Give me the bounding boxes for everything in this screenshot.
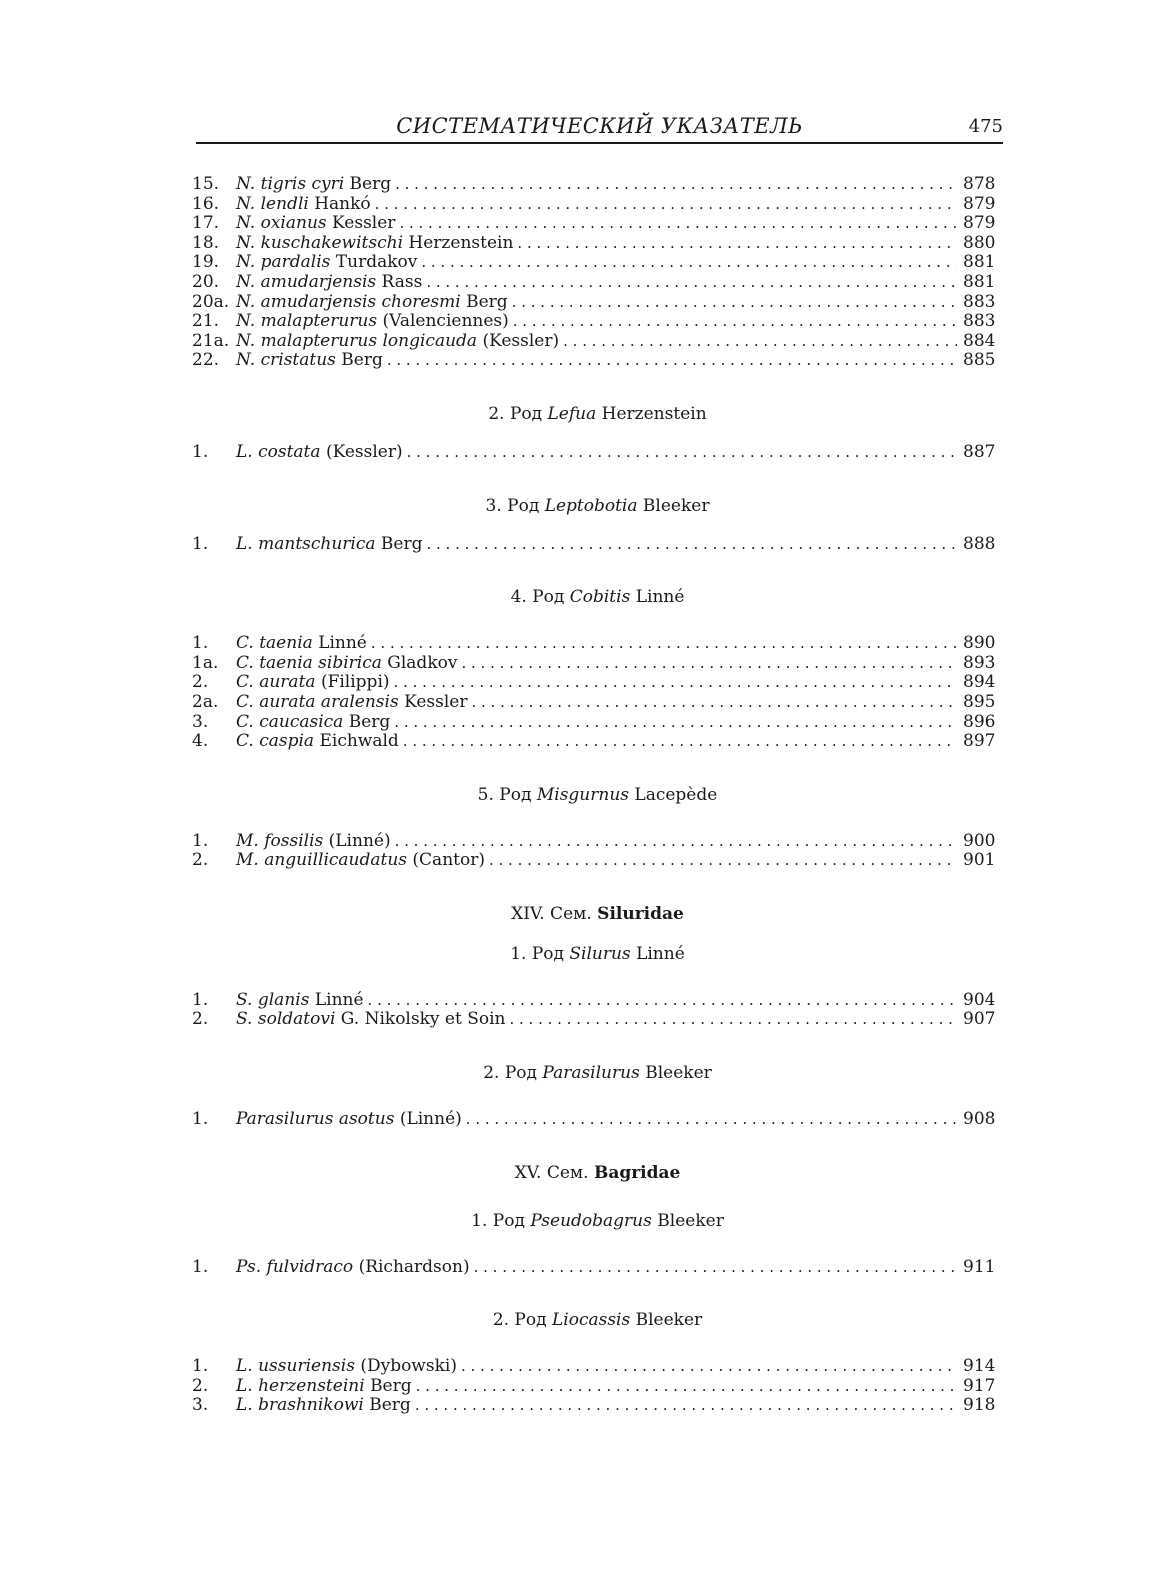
species-epithet: caucasica — [259, 711, 344, 732]
genus-prefix: 2. Род — [488, 403, 543, 424]
species-author: Berg — [349, 174, 392, 194]
index-entry — [192, 253, 1003, 273]
species-author: Berg — [369, 1395, 411, 1416]
index-entry — [192, 293, 1003, 313]
page-reference: 884 — [963, 330, 996, 351]
genus-abbreviation: Ps. — [236, 1256, 262, 1277]
page-reference: 893 — [963, 652, 996, 673]
dot-leader — [509, 1010, 957, 1030]
entry-number: 1a. — [192, 652, 219, 673]
entry-number: 1. — [192, 1109, 209, 1130]
species-name — [236, 1110, 462, 1130]
index-entry — [192, 713, 1003, 733]
dot-leader — [517, 234, 957, 254]
species-author: Berg — [341, 350, 383, 371]
entry-number: 2. — [192, 672, 209, 693]
index-entry — [192, 654, 1003, 674]
dot-leader — [394, 673, 957, 693]
entry-number: 3. — [192, 711, 209, 732]
genus-abbreviation: C. — [236, 652, 254, 673]
page-reference: 881 — [963, 252, 996, 273]
genus-heading-parasilurus — [192, 1062, 1003, 1084]
index-entry — [192, 1377, 1003, 1397]
species-author: Berg — [370, 1375, 412, 1396]
page-reference: 904 — [963, 989, 996, 1010]
index-entry — [192, 443, 1003, 463]
species-name — [236, 832, 391, 852]
page-reference: 883 — [963, 291, 996, 312]
genus-heading-pseudobagrus — [192, 1210, 1003, 1232]
species-name — [236, 253, 417, 273]
dot-leader — [416, 1377, 957, 1397]
dot-leader — [513, 312, 957, 332]
genus-heading-liocassis — [192, 1309, 1003, 1331]
species-epithet: aurata aralensis — [259, 691, 399, 712]
genus-abbreviation: N. — [236, 252, 256, 273]
dot-leader — [426, 535, 957, 555]
genus-author: Herzenstein — [601, 403, 707, 424]
genus-abbreviation: S. — [236, 1009, 253, 1030]
species-name — [236, 351, 383, 371]
index-entry — [192, 332, 1003, 352]
species-name — [236, 851, 485, 871]
genus-abbreviation: N. — [236, 350, 256, 371]
genus-author: Linné — [636, 943, 685, 964]
dot-leader — [387, 351, 957, 371]
index-entry — [192, 1357, 1003, 1377]
genus-author: Linné — [635, 587, 685, 608]
entry-number: 20a. — [192, 291, 230, 312]
running-header — [196, 112, 1003, 144]
genus-abbreviation: C. — [236, 731, 254, 752]
family-prefix: XV. Сем. — [514, 1162, 589, 1183]
genus-abbreviation: C. — [236, 711, 254, 732]
page-reference: 879 — [963, 213, 996, 234]
species-author: Kessler — [404, 691, 468, 712]
species-author: (Linné) — [328, 830, 391, 851]
index-entry — [192, 1396, 1003, 1416]
dot-leader — [395, 175, 957, 195]
entry-number: 1. — [192, 533, 209, 554]
entry-number: 1. — [192, 830, 209, 851]
genus-abbreviation: L. — [236, 1395, 253, 1416]
page-reference: 878 — [963, 174, 996, 194]
genus-abbreviation: C. — [236, 672, 254, 693]
page-reference: 896 — [963, 711, 996, 732]
genus-prefix: 3. Род — [485, 495, 540, 516]
genus-abbreviation: M. — [236, 830, 259, 851]
species-name — [236, 234, 513, 254]
genus-abbreviation: N. — [236, 174, 256, 194]
entry-number: 20. — [192, 271, 220, 292]
entry-number: 21. — [192, 311, 220, 332]
species-name — [236, 214, 395, 234]
page-reference: 908 — [963, 1109, 996, 1130]
dot-leader — [399, 214, 957, 234]
dot-leader — [471, 693, 957, 713]
genus-abbreviation: N. — [236, 213, 256, 234]
entry-number: 1. — [192, 633, 209, 654]
family-heading-bagridae — [192, 1162, 1003, 1184]
genus-heading-leptobotia — [192, 495, 1003, 517]
index-entry — [192, 832, 1003, 852]
species-epithet: lendli — [260, 193, 309, 214]
entry-list — [192, 535, 1003, 555]
genus-author: Bleeker — [642, 495, 710, 516]
genus-prefix: 5. Род — [477, 784, 532, 805]
genus-abbreviation: S. — [236, 989, 253, 1010]
entry-number: 2. — [192, 1009, 209, 1030]
page-reference: 900 — [963, 830, 996, 851]
dot-leader — [461, 654, 957, 674]
entry-list — [192, 175, 1003, 371]
species-name — [236, 732, 399, 752]
species-author: Hankó — [314, 193, 371, 214]
genus-heading-cobitis — [192, 586, 1003, 608]
species-epithet: pardalis — [260, 252, 331, 273]
page-reference: 914 — [963, 1356, 996, 1377]
entry-number: 1. — [192, 989, 209, 1010]
family-name: Siluridae — [597, 903, 684, 924]
page-reference: 907 — [963, 1009, 996, 1030]
family-name: Bagridae — [593, 1162, 681, 1183]
species-name — [236, 991, 364, 1011]
species-name — [236, 273, 422, 293]
dot-leader — [474, 1258, 957, 1278]
index-entry — [192, 634, 1003, 654]
page-reference: 895 — [963, 691, 996, 712]
species-name — [236, 693, 467, 713]
dot-leader — [407, 443, 957, 463]
species-name — [236, 673, 390, 693]
entry-number: 2. — [192, 1375, 209, 1396]
genus-heading-silurus — [192, 943, 1003, 965]
species-author: Linné — [318, 633, 367, 654]
genus-abbreviation: N. — [236, 193, 256, 214]
entry-number: 2a. — [192, 691, 219, 712]
species-epithet: caspia — [259, 731, 315, 752]
species-epithet: costata — [258, 441, 321, 462]
entry-number: 3. — [192, 1395, 209, 1416]
index-entry — [192, 351, 1003, 371]
dot-leader — [368, 991, 957, 1011]
genus-abbreviation: C. — [236, 691, 254, 712]
genus-name: Lefua — [547, 403, 597, 424]
genus-heading-lefua — [192, 403, 1003, 425]
page-number: 475 — [968, 116, 1003, 137]
genus-abbreviation: M. — [236, 850, 259, 871]
dot-leader — [415, 1396, 957, 1416]
species-epithet: fossilis — [264, 830, 324, 851]
species-epithet: oxianus — [260, 213, 327, 234]
entry-number: 1. — [192, 1356, 209, 1377]
genus-author: Bleeker — [657, 1210, 724, 1231]
dot-leader — [421, 253, 957, 273]
index-entry — [192, 851, 1003, 871]
species-author: (Dybowski) — [360, 1356, 457, 1377]
species-epithet: kuschakewitschi — [260, 232, 404, 253]
species-epithet: taenia — [259, 633, 313, 654]
index-entry — [192, 214, 1003, 234]
genus-prefix: 2. Род — [483, 1063, 537, 1084]
species-name — [236, 535, 422, 555]
page-reference: 880 — [963, 232, 996, 253]
species-epithet: ussuriensis — [258, 1356, 355, 1377]
species-name — [236, 1377, 412, 1397]
entry-list — [192, 634, 1003, 752]
species-author: (Kessler) — [325, 441, 403, 462]
index-entry — [192, 732, 1003, 752]
genus-abbreviation: L. — [236, 441, 253, 462]
species-epithet: malapterurus — [260, 311, 378, 332]
species-name — [236, 1258, 470, 1278]
genus-name: Pseudobagrus — [530, 1210, 652, 1231]
species-author: Eichwald — [319, 731, 399, 752]
species-epithet: herzensteini — [258, 1375, 365, 1396]
genus-author: Bleeker — [645, 1063, 712, 1084]
page-reference: 887 — [963, 441, 996, 462]
species-epithet: soldatovi — [257, 1009, 336, 1030]
index-entry — [192, 175, 1003, 195]
index-entry — [192, 234, 1003, 254]
index-entry — [192, 673, 1003, 693]
page-reference: 879 — [963, 193, 996, 214]
genus-author: Bleeker — [635, 1310, 703, 1331]
species-author: Kessler — [332, 213, 396, 234]
species-epithet: malapterurus longicauda — [260, 330, 478, 351]
entry-number: 4. — [192, 731, 209, 752]
entry-number: 16. — [192, 193, 220, 214]
genus-name: Silurus — [569, 943, 631, 964]
species-epithet: taenia sibirica — [259, 652, 382, 673]
species-author: G. Nikolsky et Soin — [340, 1009, 506, 1030]
index-entry — [192, 991, 1003, 1011]
species-name — [236, 332, 559, 352]
species-name — [236, 1357, 457, 1377]
species-author: (Richardson) — [358, 1256, 470, 1277]
species-epithet: fulvidraco — [266, 1256, 354, 1277]
genus-prefix: 1. Род — [510, 943, 564, 964]
genus-prefix: 2. Род — [492, 1310, 547, 1331]
species-name — [236, 443, 403, 463]
entry-list — [192, 832, 1003, 871]
dot-leader — [512, 293, 957, 313]
dot-leader — [371, 634, 957, 654]
index-entry — [192, 1110, 1003, 1130]
family-heading-siluridae — [192, 903, 1003, 925]
index-entry — [192, 1258, 1003, 1278]
dot-leader — [563, 332, 957, 352]
index-entry — [192, 312, 1003, 332]
entry-number: 1. — [192, 441, 209, 462]
entry-list — [192, 1110, 1003, 1130]
species-author: Berg — [348, 711, 391, 732]
page-reference: 918 — [963, 1395, 996, 1416]
entry-number: 17. — [192, 213, 220, 234]
dot-leader — [395, 832, 957, 852]
index-entry — [192, 195, 1003, 215]
genus-name: Misgurnus — [536, 784, 629, 805]
species-name — [236, 293, 508, 313]
index-entry — [192, 273, 1003, 293]
dot-leader — [426, 273, 957, 293]
species-author: (Filippi) — [320, 672, 390, 693]
species-author: (Cantor) — [412, 850, 485, 871]
entry-number: 22. — [192, 350, 220, 371]
genus-name: Cobitis — [569, 587, 631, 608]
species-author: (Kessler) — [482, 330, 560, 351]
index-entry — [192, 535, 1003, 555]
entry-number: 19. — [192, 252, 220, 273]
species-name — [236, 713, 390, 733]
dot-leader — [403, 732, 957, 752]
genus-abbreviation: N. — [236, 271, 256, 292]
species-author: Rass — [381, 271, 423, 292]
genus-prefix: 1. Род — [471, 1210, 525, 1231]
page-reference: 917 — [963, 1375, 996, 1396]
index-content — [192, 175, 1003, 1416]
dot-leader — [461, 1357, 957, 1377]
page-title: СИСТЕМАТИЧЕСКИЙ УКАЗАТЕЛЬ — [396, 114, 803, 138]
species-author: (Linné) — [399, 1109, 462, 1130]
dot-leader — [394, 713, 957, 733]
species-author: Berg — [466, 291, 508, 312]
page-reference: 897 — [963, 731, 996, 752]
species-epithet: mantschurica — [258, 533, 376, 554]
genus-name: Parasilurus — [542, 1063, 640, 1084]
genus-abbreviation: C. — [236, 633, 254, 654]
family-prefix: XIV. Сем. — [511, 903, 592, 924]
entry-list — [192, 991, 1003, 1030]
entry-list — [192, 1258, 1003, 1278]
index-entry — [192, 693, 1003, 713]
genus-name: Leptobotia — [544, 495, 638, 516]
species-epithet: anguillicaudatus — [264, 850, 408, 871]
species-author: Turdakov — [335, 252, 418, 273]
species-name — [236, 195, 371, 215]
genus-abbreviation: N. — [236, 291, 256, 312]
species-name — [236, 654, 457, 674]
page-reference: 911 — [963, 1256, 996, 1277]
species-epithet: tigris cyri — [260, 174, 345, 194]
species-epithet: amudarjensis — [260, 271, 377, 292]
genus-author: Lacepède — [634, 784, 718, 805]
index-entry — [192, 1010, 1003, 1030]
genus-name: Liocassis — [551, 1310, 631, 1331]
entry-number: 15. — [192, 174, 220, 194]
species-epithet: Parasilurus asotus — [236, 1109, 395, 1130]
species-epithet: glanis — [257, 989, 310, 1010]
genus-abbreviation: L. — [236, 533, 253, 554]
species-author: Berg — [380, 533, 423, 554]
page-reference: 901 — [963, 850, 996, 871]
genus-prefix: 4. Род — [510, 587, 565, 608]
species-epithet: brashnikowi — [258, 1395, 364, 1416]
species-name — [236, 634, 367, 654]
species-author: Herzenstein — [408, 232, 514, 253]
entry-number: 21a. — [192, 330, 230, 351]
genus-abbreviation: N. — [236, 330, 256, 351]
entry-list — [192, 1357, 1003, 1416]
species-epithet: cristatus — [260, 350, 336, 371]
dot-leader — [375, 195, 957, 215]
page-reference: 888 — [963, 533, 996, 554]
page-reference: 883 — [963, 311, 996, 332]
entry-number: 18. — [192, 232, 220, 253]
genus-abbreviation: L. — [236, 1375, 253, 1396]
page-reference: 890 — [963, 633, 996, 654]
species-author: Gladkov — [387, 652, 458, 673]
species-name — [236, 312, 509, 332]
entry-list — [192, 443, 1003, 463]
genus-abbreviation: N. — [236, 311, 256, 332]
species-epithet: amudarjensis choresmi — [260, 291, 461, 312]
species-name — [236, 175, 391, 195]
species-author: (Valenciennes) — [382, 311, 509, 332]
species-name — [236, 1396, 411, 1416]
genus-abbreviation: L. — [236, 1356, 253, 1377]
page-reference: 894 — [963, 672, 996, 693]
genus-abbreviation: N. — [236, 232, 256, 253]
species-epithet: aurata — [259, 672, 316, 693]
entry-number: 2. — [192, 850, 209, 871]
species-author: Linné — [314, 989, 364, 1010]
page-reference: 881 — [963, 271, 996, 292]
entry-number: 1. — [192, 1256, 209, 1277]
species-name — [236, 1010, 505, 1030]
dot-leader — [466, 1110, 957, 1130]
dot-leader — [489, 851, 957, 871]
genus-heading-misgurnus — [192, 784, 1003, 806]
page-reference: 885 — [963, 350, 996, 371]
